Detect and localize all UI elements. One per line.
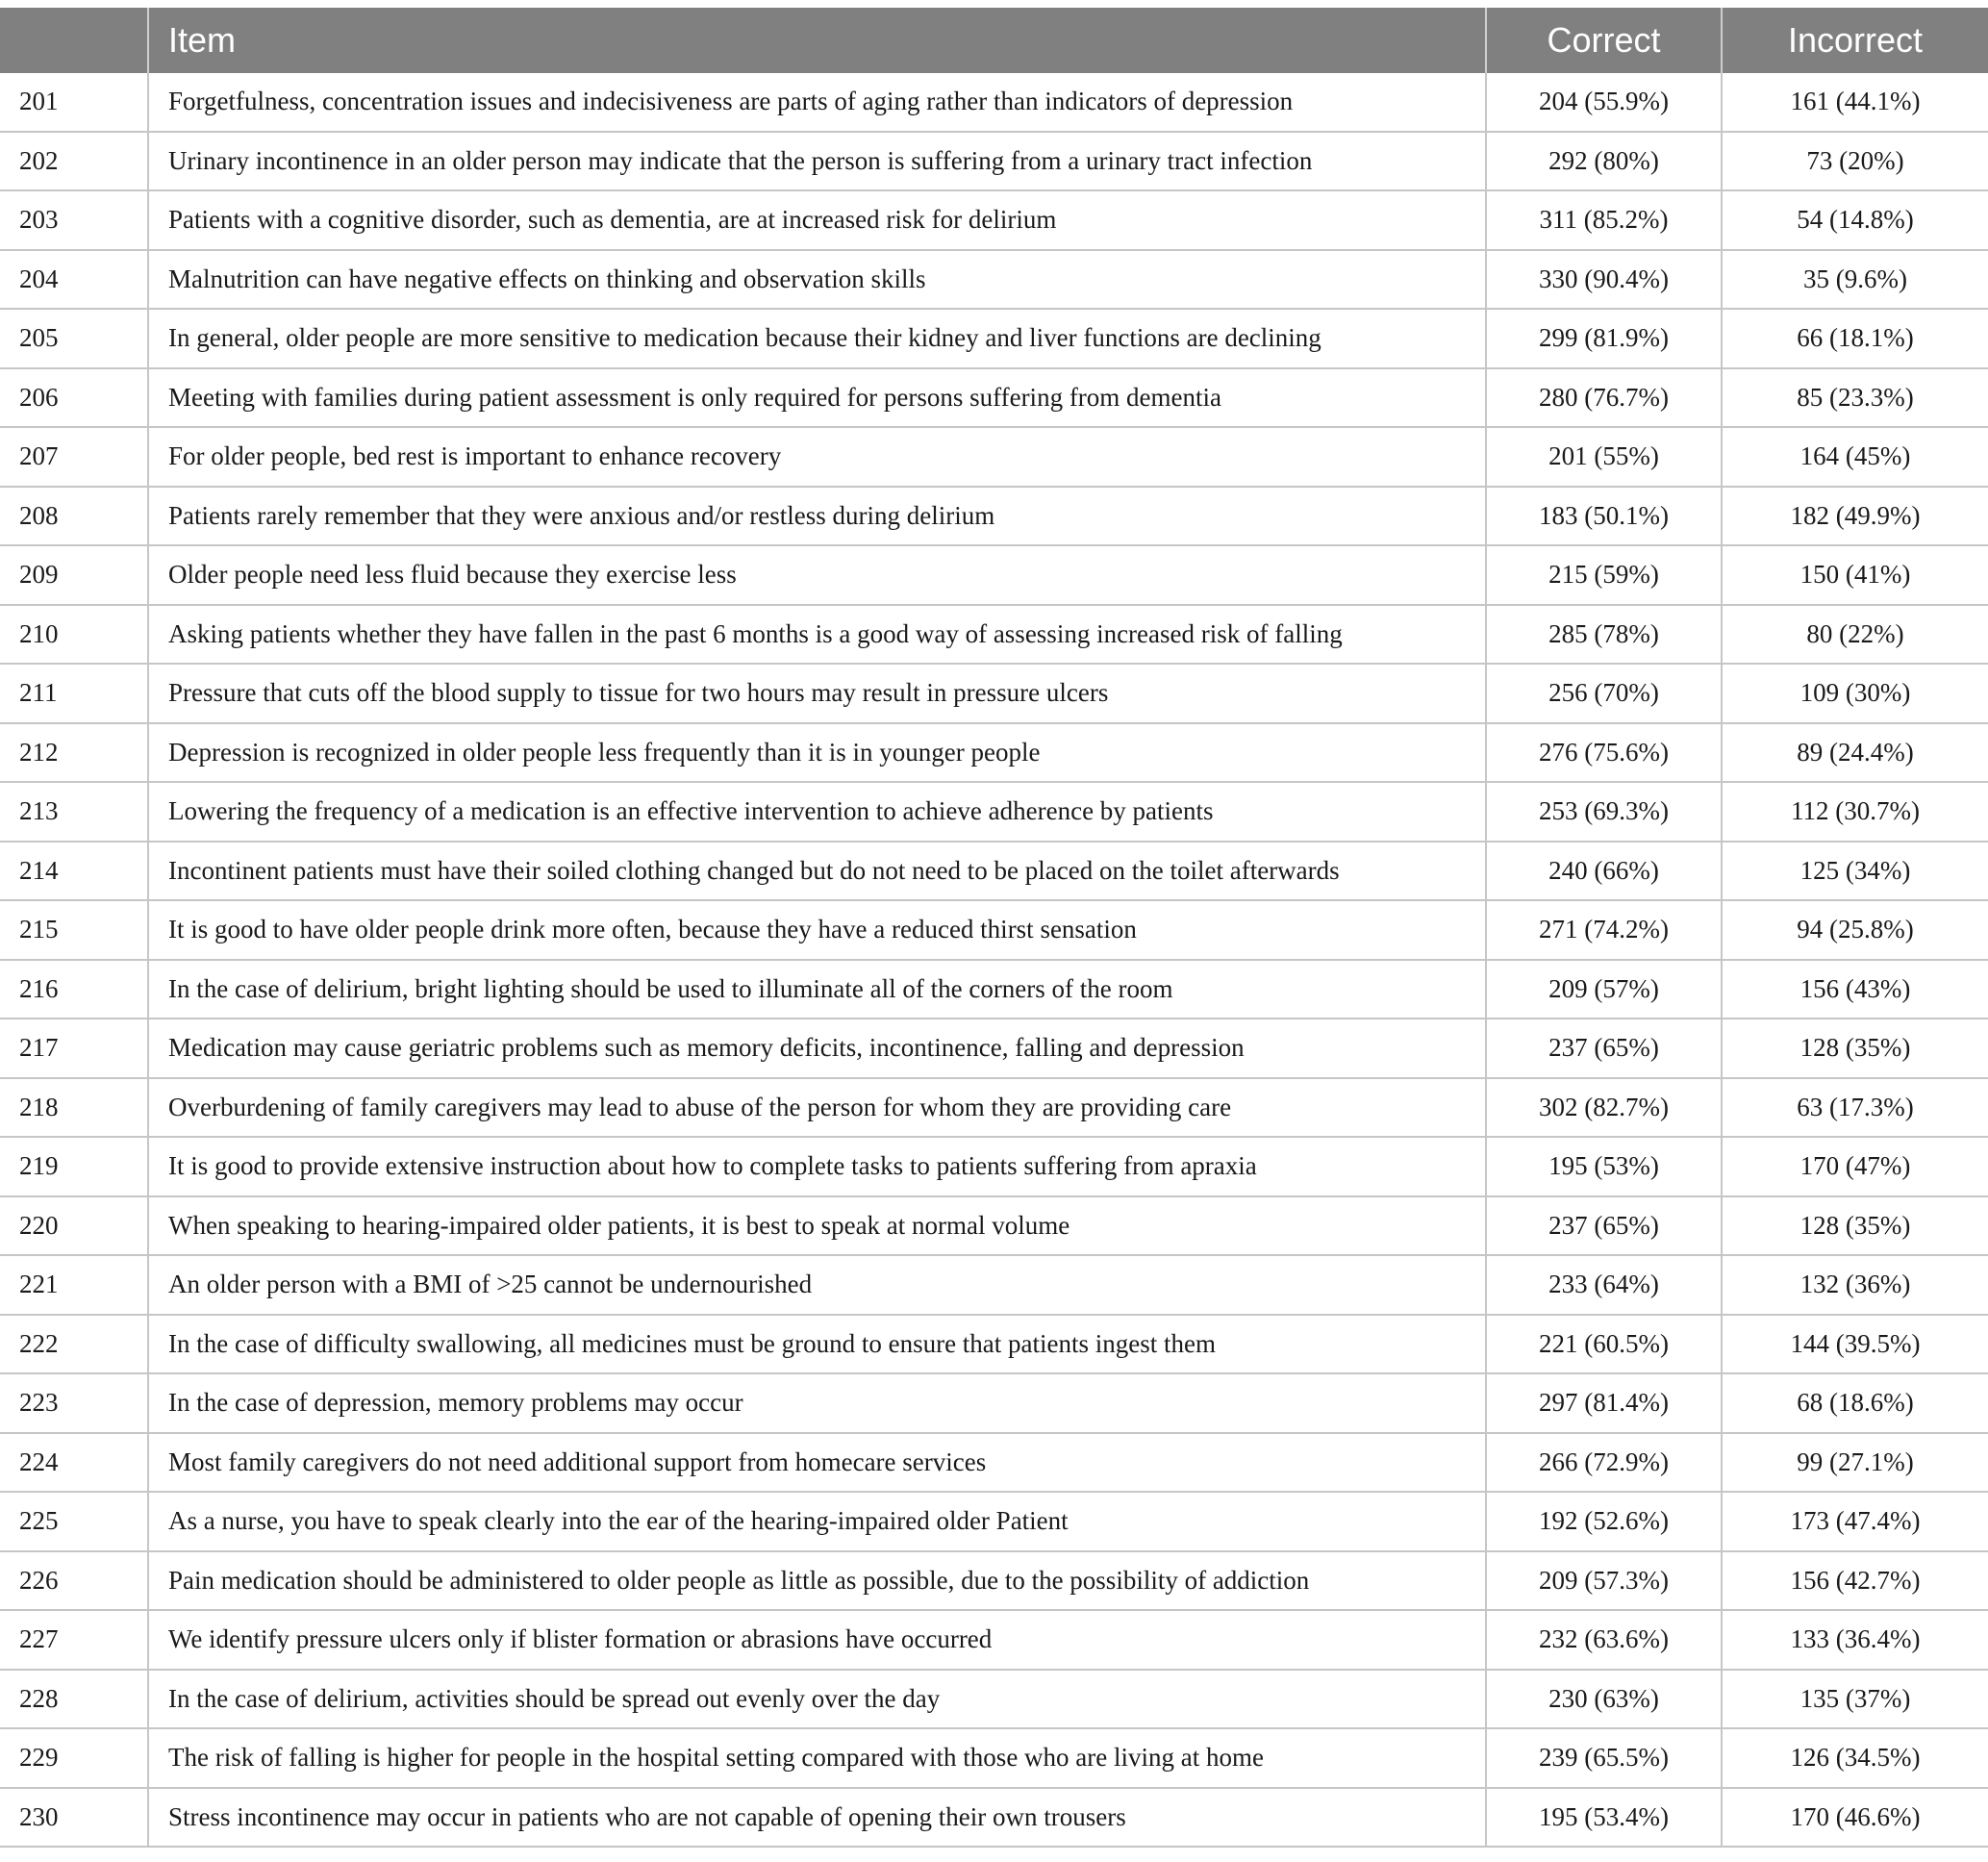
row-number: 214	[0, 842, 148, 901]
row-number: 215	[0, 900, 148, 960]
row-number: 227	[0, 1610, 148, 1670]
row-number: 210	[0, 605, 148, 665]
row-correct-count: 280 (76.7%)	[1486, 368, 1722, 428]
table-row	[0, 782, 1988, 842]
row-incorrect-count: 170 (46.6%)	[1722, 1788, 1988, 1848]
row-number: 219	[0, 1137, 148, 1196]
row-number: 206	[0, 368, 148, 428]
row-item-text: It is good to have older people drink more often, because they have a reduced thirst sensation	[148, 900, 1486, 960]
row-correct-count: 266 (72.9%)	[1486, 1433, 1722, 1493]
row-correct-count: 330 (90.4%)	[1486, 250, 1722, 310]
table-row	[0, 1728, 1988, 1788]
row-correct-count: 233 (64%)	[1486, 1255, 1722, 1315]
row-incorrect-count: 173 (47.4%)	[1722, 1492, 1988, 1551]
row-incorrect-count: 135 (37%)	[1722, 1670, 1988, 1729]
table-header	[0, 8, 1988, 73]
header-item: Item	[148, 8, 1486, 73]
row-correct-count: 239 (65.5%)	[1486, 1728, 1722, 1788]
row-incorrect-count: 35 (9.6%)	[1722, 250, 1988, 310]
row-number: 211	[0, 664, 148, 723]
row-correct-count: 221 (60.5%)	[1486, 1315, 1722, 1374]
row-correct-count: 201 (55%)	[1486, 427, 1722, 487]
table-row	[0, 900, 1988, 960]
table-row	[0, 1078, 1988, 1138]
row-incorrect-count: 66 (18.1%)	[1722, 309, 1988, 368]
row-number: 223	[0, 1373, 148, 1433]
row-number: 225	[0, 1492, 148, 1551]
row-incorrect-count: 80 (22%)	[1722, 605, 1988, 665]
row-incorrect-count: 182 (49.9%)	[1722, 487, 1988, 546]
row-correct-count: 256 (70%)	[1486, 664, 1722, 723]
row-correct-count: 276 (75.6%)	[1486, 723, 1722, 783]
row-correct-count: 230 (63%)	[1486, 1670, 1722, 1729]
row-number: 205	[0, 309, 148, 368]
row-number: 222	[0, 1315, 148, 1374]
row-correct-count: 299 (81.9%)	[1486, 309, 1722, 368]
table-row	[0, 1137, 1988, 1196]
row-number: 207	[0, 427, 148, 487]
row-correct-count: 237 (65%)	[1486, 1196, 1722, 1256]
table-row	[0, 368, 1988, 428]
row-incorrect-count: 125 (34%)	[1722, 842, 1988, 901]
row-item-text: Incontinent patients must have their soiled clothing changed but do not need to be placed on the toilet afterwards	[148, 842, 1486, 901]
header-row	[0, 8, 1988, 73]
row-item-text: Patients with a cognitive disorder, such as dementia, are at increased risk for delirium	[148, 190, 1486, 250]
row-incorrect-count: 85 (23.3%)	[1722, 368, 1988, 428]
results-table	[0, 8, 1988, 1848]
row-correct-count: 195 (53.4%)	[1486, 1788, 1722, 1848]
row-correct-count: 311 (85.2%)	[1486, 190, 1722, 250]
row-number: 213	[0, 782, 148, 842]
row-incorrect-count: 170 (47%)	[1722, 1137, 1988, 1196]
table-row	[0, 1255, 1988, 1315]
row-incorrect-count: 112 (30.7%)	[1722, 782, 1988, 842]
row-correct-count: 292 (80%)	[1486, 132, 1722, 191]
table-row	[0, 1610, 1988, 1670]
row-incorrect-count: 144 (39.5%)	[1722, 1315, 1988, 1374]
row-number: 204	[0, 250, 148, 310]
table-row	[0, 309, 1988, 368]
row-correct-count: 215 (59%)	[1486, 545, 1722, 605]
row-incorrect-count: 126 (34.5%)	[1722, 1728, 1988, 1788]
table-row	[0, 1788, 1988, 1848]
row-number: 229	[0, 1728, 148, 1788]
row-correct-count: 209 (57%)	[1486, 960, 1722, 1019]
row-item-text: Pressure that cuts off the blood supply to tissue for two hours may result in pressure ulcers	[148, 664, 1486, 723]
row-correct-count: 271 (74.2%)	[1486, 900, 1722, 960]
row-incorrect-count: 63 (17.3%)	[1722, 1078, 1988, 1138]
row-incorrect-count: 156 (43%)	[1722, 960, 1988, 1019]
row-item-text: Asking patients whether they have fallen in the past 6 months is a good way of assessing increased risk of falling	[148, 605, 1486, 665]
row-item-text: The risk of falling is higher for people in the hospital setting compared with those who are living at home	[148, 1728, 1486, 1788]
row-item-text: Older people need less fluid because they exercise less	[148, 545, 1486, 605]
row-item-text: Patients rarely remember that they were anxious and/or restless during delirium	[148, 487, 1486, 546]
row-item-text: Lowering the frequency of a medication is an effective intervention to achieve adherence by patients	[148, 782, 1486, 842]
row-incorrect-count: 128 (35%)	[1722, 1196, 1988, 1256]
table-row	[0, 132, 1988, 191]
table-row	[0, 73, 1988, 132]
table-row	[0, 1551, 1988, 1611]
table-row	[0, 190, 1988, 250]
row-item-text: When speaking to hearing-impaired older patients, it is best to speak at normal volume	[148, 1196, 1486, 1256]
row-number: 226	[0, 1551, 148, 1611]
row-item-text: Pain medication should be administered to older people as little as possible, due to the possibility of addiction	[148, 1551, 1486, 1611]
table-row	[0, 664, 1988, 723]
row-number: 228	[0, 1670, 148, 1729]
row-correct-count: 302 (82.7%)	[1486, 1078, 1722, 1138]
row-item-text: Urinary incontinence in an older person may indicate that the person is suffering from a urinary tract infection	[148, 132, 1486, 191]
header-incorrect: Incorrect	[1722, 8, 1988, 73]
row-number: 202	[0, 132, 148, 191]
table-row	[0, 250, 1988, 310]
row-incorrect-count: 99 (27.1%)	[1722, 1433, 1988, 1493]
row-correct-count: 192 (52.6%)	[1486, 1492, 1722, 1551]
row-item-text: Malnutrition can have negative effects on thinking and observation skills	[148, 250, 1486, 310]
table-row	[0, 605, 1988, 665]
row-correct-count: 297 (81.4%)	[1486, 1373, 1722, 1433]
row-item-text: Forgetfulness, concentration issues and indecisiveness are parts of aging rather than indicators of depression	[148, 73, 1486, 132]
row-number: 221	[0, 1255, 148, 1315]
row-incorrect-count: 161 (44.1%)	[1790, 87, 1921, 116]
row-item-text: Medication may cause geriatric problems such as memory deficits, incontinence, falling and depression	[148, 1019, 1486, 1078]
row-item-text: For older people, bed rest is important to enhance recovery	[148, 427, 1486, 487]
table-body	[0, 73, 1988, 1847]
row-item-text: In the case of difficulty swallowing, all medicines must be ground to ensure that patients ingest them	[148, 1315, 1486, 1374]
row-correct-count: 237 (65%)	[1486, 1019, 1722, 1078]
row-incorrect-count: 132 (36%)	[1722, 1255, 1988, 1315]
table-row	[0, 487, 1988, 546]
row-incorrect-count: 54 (14.8%)	[1722, 190, 1988, 250]
row-item-text: In the case of delirium, activities should be spread out evenly over the day	[148, 1670, 1486, 1729]
table-row	[0, 1670, 1988, 1729]
row-incorrect-count: 128 (35%)	[1722, 1019, 1988, 1078]
row-correct-count: 285 (78%)	[1486, 605, 1722, 665]
row-incorrect-count: 150 (41%)	[1722, 545, 1988, 605]
row-number: 217	[0, 1019, 148, 1078]
table-row	[0, 1019, 1988, 1078]
row-number: 230	[0, 1788, 148, 1848]
row-item-text: An older person with a BMI of >25 cannot be undernourished	[148, 1255, 1486, 1315]
table-row	[0, 1373, 1988, 1433]
row-number: 208	[0, 487, 148, 546]
row-item-text: As a nurse, you have to speak clearly into the ear of the hearing-impaired older Patient	[148, 1492, 1486, 1551]
table-row	[0, 545, 1988, 605]
row-correct-count: 253 (69.3%)	[1486, 782, 1722, 842]
table-row	[0, 1315, 1988, 1374]
row-incorrect-count: 89 (24.4%)	[1722, 723, 1988, 783]
row-item-text: It is good to provide extensive instruction about how to complete tasks to patients suffering from apraxia	[148, 1137, 1486, 1196]
row-item-text: In the case of depression, memory problems may occur	[148, 1373, 1486, 1433]
table-row	[0, 427, 1988, 487]
row-number: 203	[0, 190, 148, 250]
row-correct-count: 204 (55.9%)	[1486, 73, 1722, 132]
row-number: 216	[0, 960, 148, 1019]
row-item-text: Overburdening of family caregivers may lead to abuse of the person for whom they are providing care	[148, 1078, 1486, 1138]
row-item-text: In the case of delirium, bright lighting should be used to illuminate all of the corners of the room	[148, 960, 1486, 1019]
row-correct-count: 240 (66%)	[1486, 842, 1722, 901]
row-incorrect-count: 156 (42.7%)	[1722, 1551, 1988, 1611]
row-correct-count: 183 (50.1%)	[1486, 487, 1722, 546]
table-row	[0, 723, 1988, 783]
row-number: 212	[0, 723, 148, 783]
row-incorrect-count: 109 (30%)	[1722, 664, 1988, 723]
row-incorrect-count: 133 (36.4%)	[1722, 1610, 1988, 1670]
row-item-text: Meeting with families during patient assessment is only required for persons suffering from dementia	[148, 368, 1486, 428]
row-item-text: In general, older people are more sensitive to medication because their kidney and liver functions are declining	[148, 309, 1486, 368]
row-item-text: Most family caregivers do not need additional support from homecare services	[148, 1433, 1486, 1493]
table-row	[0, 1433, 1988, 1493]
table-row	[0, 842, 1988, 901]
row-number: 224	[0, 1433, 148, 1493]
header-number	[0, 8, 148, 73]
row-number: 218	[0, 1078, 148, 1138]
row-number: 209	[0, 545, 148, 605]
row-correct-count: 209 (57.3%)	[1486, 1551, 1722, 1611]
header-correct: Correct	[1486, 8, 1722, 73]
row-number: 201	[0, 73, 148, 132]
row-correct-count: 232 (63.6%)	[1486, 1610, 1722, 1670]
table-row	[0, 960, 1988, 1019]
table-row	[0, 1196, 1988, 1256]
row-incorrect-count: 94 (25.8%)	[1722, 900, 1988, 960]
table-row	[0, 1492, 1988, 1551]
row-correct-count: 195 (53%)	[1486, 1137, 1722, 1196]
data-table-container	[0, 8, 1988, 1848]
row-incorrect-count: 164 (45%)	[1722, 427, 1988, 487]
row-incorrect-count: 68 (18.6%)	[1722, 1373, 1988, 1433]
row-item-text: We identify pressure ulcers only if blister formation or abrasions have occurred	[148, 1610, 1486, 1670]
row-incorrect-count: 73 (20%)	[1722, 132, 1988, 191]
row-item-text: Depression is recognized in older people less frequently than it is in younger people	[148, 723, 1486, 783]
row-item-text: Stress incontinence may occur in patients who are not capable of opening their own trousers	[148, 1788, 1486, 1848]
row-number: 220	[0, 1196, 148, 1256]
